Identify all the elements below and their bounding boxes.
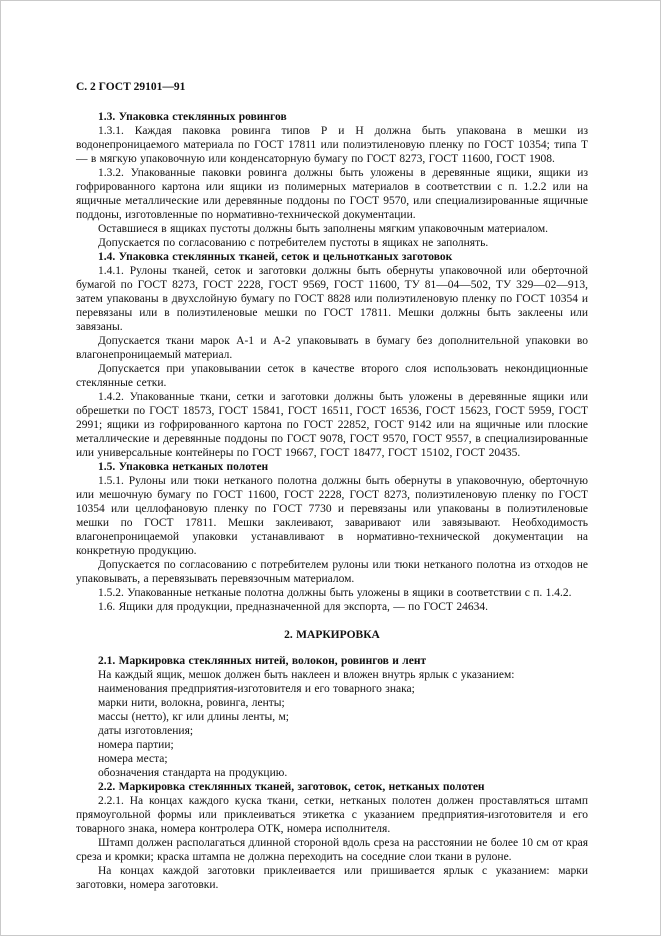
paragraph: номера партии; xyxy=(98,739,174,751)
section-heading: 2. МАРКИРОВКА xyxy=(284,629,380,641)
section-heading: 1.5. Упаковка нетканых полотен xyxy=(98,461,269,473)
paragraph: 2.2.1. На концах каждого куска ткани, сетки, нетканых полотен должен проставляться штамп прямоугольной формы или приклеиваться этикетка с указанием предприятия-изготовителя и его товарного знака, номера контролера ОТК, номера исполнителя. xyxy=(76,795,588,835)
paragraph: номера места; xyxy=(98,753,168,765)
paragraph: наименования предприятия-изготовителя и его товарного знака; xyxy=(98,683,415,695)
paragraph: массы (нетто), кг или длины ленты, м; xyxy=(98,711,290,723)
paragraph: обозначения стандарта на продукцию. xyxy=(98,767,288,779)
paragraph: 1.5.2. Упакованные нетканые полотна должны быть уложены в ящики в соответствии с п. 1.4.2. xyxy=(98,587,572,599)
paragraph: На концах каждой заготовки приклеивается или пришивается ярлык с указанием: марки заготовки, номера заготовки. xyxy=(76,865,588,891)
paragraph: 1.4.1. Рулоны тканей, сеток и заготовки должны быть обернуты упаковочной или оберточной бумагой по ГОСТ 8273, ГОСТ 2228, ГОСТ 9569, ГОСТ 11600, ТУ 81—04—502, ТУ 329—02—913, затем упакованы в двухслойную бумагу по ГОСТ 8828 или полиэтиленовую пленку по ГОСТ 10354 и перевязаны или в полиэтиленовые мешки по ГОСТ 17811. Мешки должны быть заклеены или завязаны. xyxy=(76,265,588,333)
paragraph: Оставшиеся в ящиках пустоты должны быть заполнены мягким упаковочным материалом. xyxy=(98,223,548,235)
document-body xyxy=(76,110,588,892)
paragraph: 1.5.1. Рулоны или тюки нетканого полотна должны быть обернуты в упаковочную, оберточную или мешочную бумагу по ГОСТ 11600, ГОСТ 2228, ГОСТ 8273, полиэтиленовую пленку по ГОСТ 10354 или целлофановую пленку по ГОСТ 7730 и перевязаны или упакованы в полиэтиленовые мешки по ГОСТ 17811. Мешки заклеивают, заваривают или завязывают. Необходимость влагонепроницаемой упаковки устанавливают в нормативно-технической документации на конкретную продукцию. xyxy=(76,475,588,557)
paragraph: даты изготовления; xyxy=(98,725,194,737)
paragraph: Допускается ткани марок А-1 и А-2 упаковывать в бумагу без дополнительной упаковки во влагонепроницаемый материал. xyxy=(76,335,588,361)
section-heading: 2.2. Маркировка стеклянных тканей, заготовок, сеток, нетканых полотен xyxy=(98,781,485,793)
section-heading: 1.3. Упаковка стеклянных ровингов xyxy=(98,111,287,123)
paragraph: 1.6. Ящики для продукции, предназначенной для экспорта, — по ГОСТ 24634. xyxy=(98,601,488,613)
paragraph: марки нити, волокна, ровинга, ленты; xyxy=(98,697,285,709)
section-heading: 1.4. Упаковка стеклянных тканей, сеток и цельнотканых заготовок xyxy=(98,251,453,263)
paragraph: 1.3.1. Каждая паковка ровинга типов Р и Н должна быть упакована в мешки из водонепроницаемого материала по ГОСТ 17811 или полиэтиленовую пленку по ГОСТ 10354; типа Т — в мягкую упаковочную или конденсаторную бумагу по ГОСТ 8273, ГОСТ 11600, ГОСТ 1908. xyxy=(76,125,588,165)
paragraph: Допускается при упаковывании сеток в качестве второго слоя использовать некондиционные стеклянные сетки. xyxy=(76,363,588,389)
paragraph: Штамп должен располагаться длинной стороной вдоль среза на расстоянии не более 10 см от края среза и кромки; краска штампа не должна переходить на соседние слои ткани в рулоне. xyxy=(76,837,588,863)
section-heading: 2.1. Маркировка стеклянных нитей, волокон, ровингов и лент xyxy=(98,655,427,667)
paragraph: На каждый ящик, мешок должен быть наклеен и вложен внутрь ярлык с указанием: xyxy=(98,669,515,681)
page-header: С. 2 ГОСТ 29101—91 xyxy=(76,81,186,93)
paragraph: Допускается по согласованию с потребителем пустоты в ящиках не заполнять. xyxy=(98,237,489,249)
paragraph: 1.4.2. Упакованные ткани, сетки и заготовки должны быть уложены в деревянные ящики или обрешетки по ГОСТ 18573, ГОСТ 15841, ГОСТ 16511, ГОСТ 16536, ГОСТ 15623, ГОСТ 5959, ГОСТ 2991; ящики из гофрированного картона по ГОСТ 22852, ГОСТ 9142 или на ящичные или плоские металлические и деревянные поддоны по ГОСТ 9078, ГОСТ 9570, ГОСТ 9557, в специализированные или универсальные контейнеры по ГОСТ 19667, ГОСТ 18477, ГОСТ 15102, ГОСТ 20435. xyxy=(76,391,588,459)
paragraph: 1.3.2. Упакованные паковки ровинга должны быть уложены в деревянные ящики, ящики из гофрированного картона или ящики из полимерных материалов в соответствии с п. 1.2.2 или на ящичные металлические или деревянные поддоны по ГОСТ 9570, или специализированные ящичные поддоны, изготовленные по нормативно-технической документации. xyxy=(76,167,588,221)
paragraph: Допускается по согласованию с потребителем рулоны или тюки нетканого полотна из отходов не упаковывать, а перевязывать перевязочным материалом. xyxy=(76,559,588,585)
